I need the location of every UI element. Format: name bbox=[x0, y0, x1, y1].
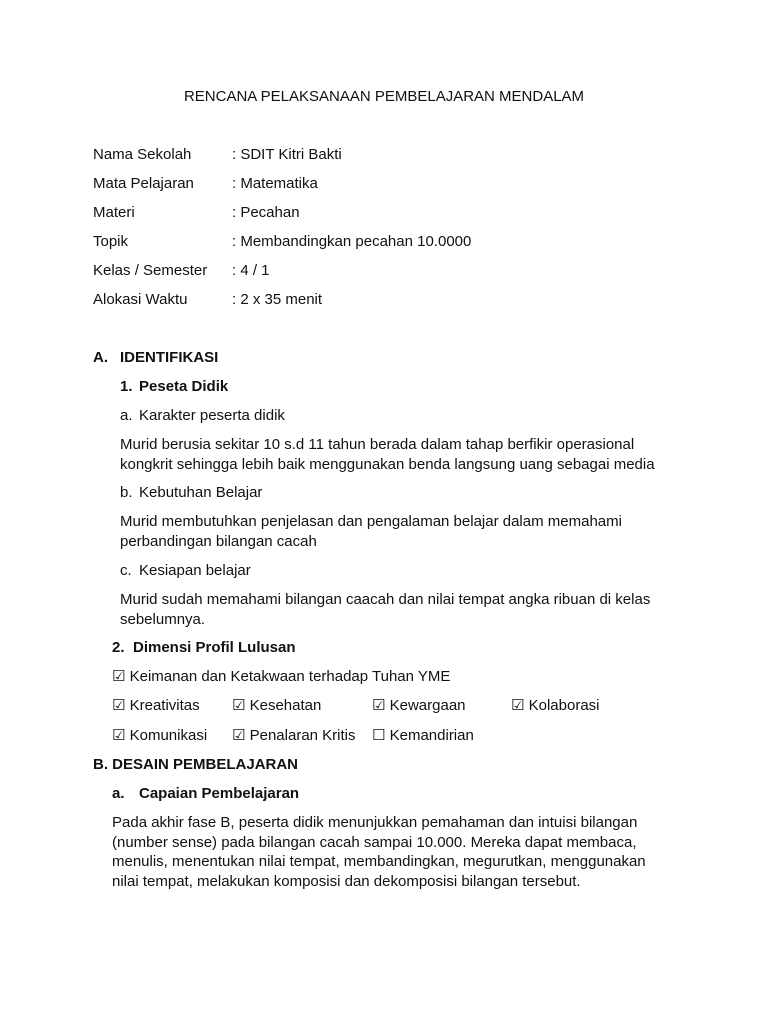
item-b-line-2: perbandingan bilangan cacah bbox=[120, 532, 317, 550]
profile-item-keimanan: ☑ Keimanan dan Ketakwaan terhadap Tuhan YME bbox=[112, 668, 451, 685]
profile-item-kemandirian: ☐ Kemandirian bbox=[372, 727, 474, 744]
item-a-line-1: Murid berusia sekitar 10 s.d 11 tahun berada dalam tahap berfikir operasional bbox=[120, 436, 635, 453]
section-a-letter: A. bbox=[93, 349, 108, 366]
capaian-line-2: (number sense) pada bilangan cacah sampai 10.000. Mereka dapat membaca, bbox=[112, 833, 637, 851]
profile-item-kewargaan: ☑ Kewargaan bbox=[372, 697, 466, 714]
info-label-topik: Topik bbox=[93, 233, 129, 250]
sub2-number: 2. bbox=[112, 639, 125, 656]
item-b-paragraph bbox=[120, 512, 622, 551]
sub1-number: 1. bbox=[120, 378, 133, 395]
info-value-topik: : Membandingkan pecahan 10.0000 bbox=[232, 233, 472, 250]
item-c-heading: Kesiapan belajar bbox=[139, 562, 251, 579]
item-b-heading: Kebutuhan Belajar bbox=[139, 484, 263, 501]
profile-item-kesehatan: ☑ Kesehatan bbox=[232, 697, 322, 714]
section-a-heading: IDENTIFIKASI bbox=[120, 349, 219, 366]
info-value-mata-pelajaran: : Matematika bbox=[232, 175, 318, 192]
info-label-materi: Materi bbox=[93, 204, 135, 221]
item-a-line-2: kongkrit sehingga lebih baik menggunakan benda langsung uang sebagai media bbox=[120, 455, 655, 473]
info-label-nama-sekolah: Nama Sekolah bbox=[93, 146, 192, 163]
capaian-line-3: menulis, menentukan nilai tempat, membandingkan, megurutkan, menggunakan bbox=[112, 853, 646, 870]
item-b-marker: b. bbox=[120, 484, 133, 501]
section-b-heading: B. DESAIN PEMBELAJARAN bbox=[93, 756, 299, 773]
sub-a-heading: Capaian Pembelajaran bbox=[139, 785, 300, 802]
info-label-alokasi-waktu: Alokasi Waktu bbox=[93, 291, 188, 308]
sub-a-marker: a. bbox=[112, 785, 125, 802]
item-a-heading: Karakter peserta didik bbox=[139, 407, 285, 424]
sub1-heading: Peseta Didik bbox=[139, 378, 229, 395]
capaian-line-4: nilai tempat, melakukan komposisi dan dekomposisi bilangan tersebut. bbox=[112, 872, 581, 890]
document-title: RENCANA PELAKSANAAN PEMBELAJARAN MENDALAM bbox=[183, 88, 585, 105]
profile-item-kolaborasi: ☑ Kolaborasi bbox=[511, 697, 600, 714]
item-b-line-1: Murid membutuhkan penjelasan dan pengalaman belajar dalam memahami bbox=[120, 513, 622, 530]
item-c-line-1: Murid sudah memahami bilangan caacah dan nilai tempat angka ribuan di kelas bbox=[120, 591, 651, 608]
item-a-paragraph bbox=[120, 435, 655, 474]
info-value-materi: : Pecahan bbox=[232, 204, 300, 221]
info-value-alokasi-waktu: : 2 x 35 menit bbox=[232, 291, 323, 308]
profile-item-penalaran-kritis: ☑ Penalaran Kritis bbox=[232, 727, 356, 744]
capaian-line-1: Pada akhir fase B, peserta didik menunjukkan pemahaman dan intuisi bilangan bbox=[112, 814, 638, 831]
profile-item-kreativitas: ☑ Kreativitas bbox=[112, 697, 200, 714]
item-c-marker: c. bbox=[120, 562, 132, 579]
sub2-heading: Dimensi Profil Lulusan bbox=[133, 639, 296, 656]
info-label-mata-pelajaran: Mata Pelajaran bbox=[93, 175, 194, 192]
info-label-kelas-semester: Kelas / Semester bbox=[93, 262, 208, 279]
capaian-paragraph bbox=[112, 813, 646, 891]
item-a-marker: a. bbox=[120, 407, 133, 424]
info-value-kelas-semester: : 4 / 1 bbox=[232, 262, 270, 279]
item-c-paragraph bbox=[120, 590, 650, 629]
item-c-line-2: sebelumnya. bbox=[120, 610, 206, 628]
profile-item-komunikasi: ☑ Komunikasi bbox=[112, 727, 208, 744]
info-value-nama-sekolah: : SDIT Kitri Bakti bbox=[232, 146, 342, 163]
